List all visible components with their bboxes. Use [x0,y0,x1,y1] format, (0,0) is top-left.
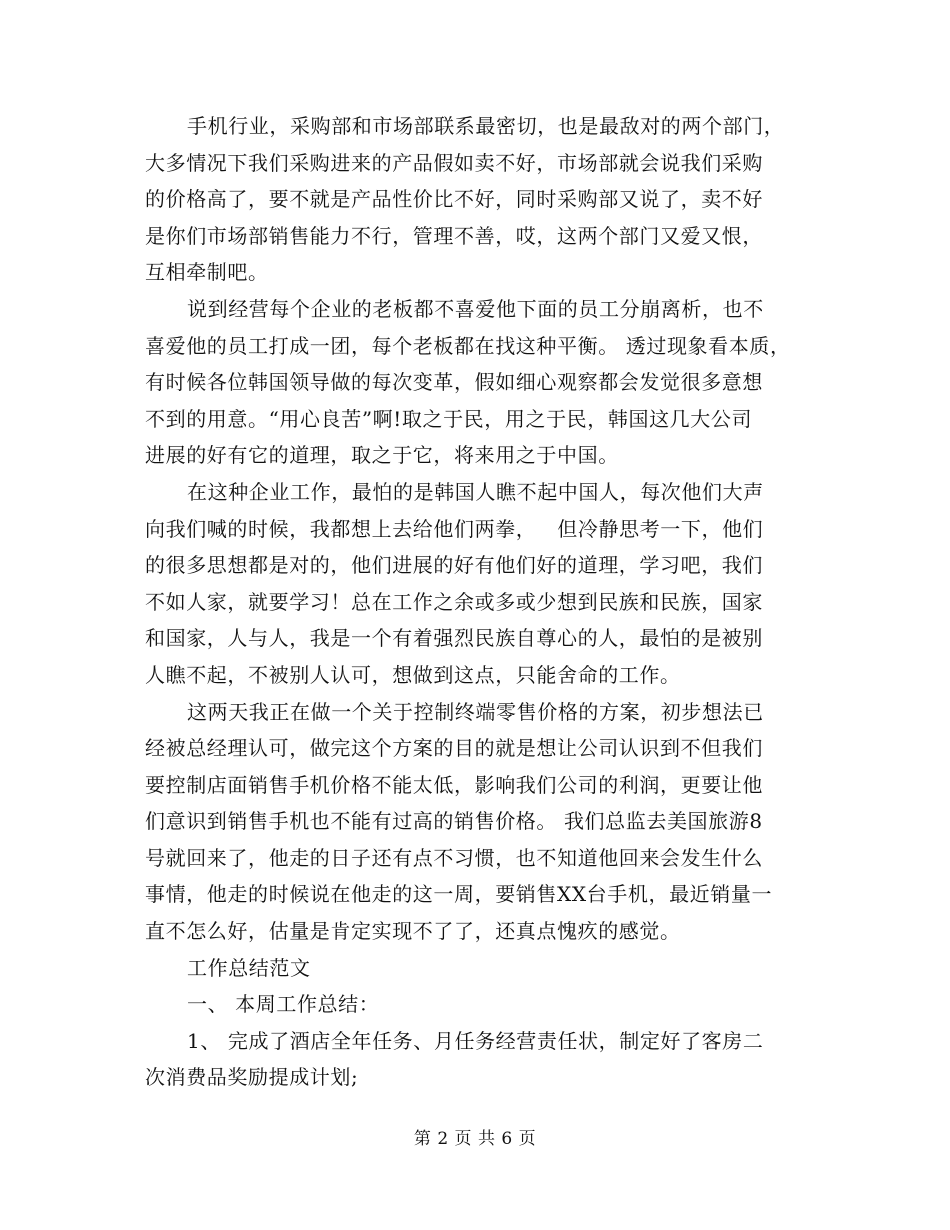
paragraph-line: 人瞧不起，不被别人认可，想做到这点，只能舍命的工作。 [145,662,681,687]
paragraph-line: 事情，他走的时候说在他走的这一周，要销售XX台手机，最近销量一 [145,882,773,907]
paragraph-line: 经被总经理认可，做完这个方案的目的就是想让公司认识到不但我们 [145,736,763,761]
paragraph-line: 喜爱他的员工打成一团，每个老板都在找这种平衡。 透过现象看本质， [145,333,791,358]
paragraph-line: 有时候各位韩国领导做的每次变革，假如细心观察都会发觉很多意想 [145,370,763,395]
page-number-footer: 第 2 页 共 6 页 [413,1129,537,1149]
paragraph-line: 说到经营每个企业的老板都不喜爱他下面的员工分崩离析，也不 [187,296,764,321]
paragraph-line: 不到的用意。“用心良苦”啊!取之于民，用之于民，韩国这几大公司 [145,406,753,431]
paragraph-line: 向我们喊的时候，我都想上去给他们两拳， 但冷静思考一下，他们 [145,516,764,541]
paragraph-line: 这两天我正在做一个关于控制终端零售价格的方案，初步想法已 [187,699,764,724]
list-item-line: 次消费品奖励提成计划; [145,1065,359,1090]
paragraph-line: 不如人家，就要学习！总在工作之余或多或少想到民族和民族，国家 [145,589,763,614]
section-heading: 工作总结范文 [187,955,311,980]
subsection-heading: 一、 本周工作总结： [187,992,380,1017]
paragraph-line: 大多情况下我们采购进来的产品假如卖不好，市场部就会说我们采购 [145,150,763,175]
document-body [145,108,825,1096]
paragraph-line: 互相牵制吧。 [145,260,269,285]
paragraph-line: 号就回来了，他走的日子还有点不习惯，也不知道他回来会发生什么 [145,845,763,870]
paragraph-line: 直不怎么好，估量是肯定实现不了了，还真点愧疚的感觉。 [145,919,681,944]
paragraph-line: 是你们市场部销售能力不行，管理不善，哎，这两个部门又爱又恨， [145,223,763,248]
paragraph-line: 要控制店面销售手机价格不能太低，影响我们公司的利润，更要让他 [145,772,763,797]
paragraph-line: 们意识到销售手机也不能有过高的销售价格。 我们总监去美国旅游8 [145,809,763,834]
paragraph-line: 的很多思想都是对的，他们进展的好有他们好的道理，学习吧，我们 [145,553,763,578]
paragraph-line: 在这种企业工作，最怕的是韩国人瞧不起中国人，每次他们大声 [187,479,764,504]
paragraph-line: 进展的好有它的道理，取之于它，将来用之于中国。 [145,443,619,468]
paragraph-line: 和国家，人与人，我是一个有着强烈民族自尊心的人，最怕的是被别 [145,626,763,651]
paragraph-line: 手机行业，采购部和市场部联系最密切，也是最敌对的两个部门， [187,114,785,138]
paragraph-line: 的价格高了，要不就是产品性价比不好，同时采购部又说了，卖不好 [145,187,763,212]
list-item-line: 1、 完成了酒店全年任务、月任务经营责任状，制定好了客房二 [187,1028,764,1053]
